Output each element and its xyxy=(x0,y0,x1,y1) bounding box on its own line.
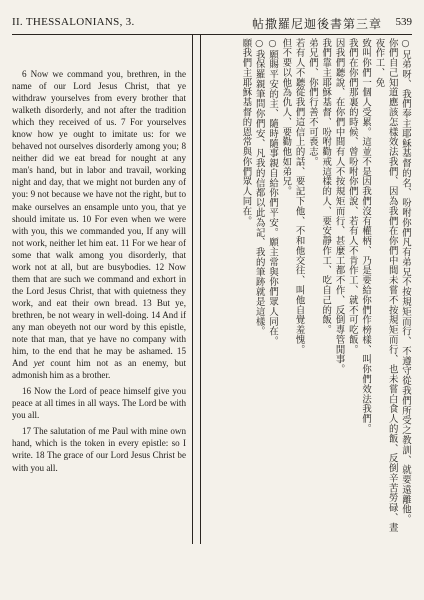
english-paragraph-verses-6-15: 6 Now we command you, brethren, in the name of our Lord Jesus Christ, that ye withdraw yourselves from every brother that walketh disorderly, and not after the tradition which they received of us. 7 For yourselves know how ye ought to imitate us: for we behaved not ourselves disorderly among you; 8 neither did we eat bread for nought at any man's hand, but in labor and travail, working night and day, that we might not burden any of you: 9 not because we have not the right, but to make ourselves an ensample unto you, that ye should imitate us. 10 For even when we were with you, this we commanded you, If any will not work, neither let him eat. 11 For we hear of some that walk among you disorderly, that work not at all, but are busybodies. 12 Now them that are such we command and exhort in the Lord Jesus Christ, that with quietness they work, and eat their own bread. 13 But ye, brethren, be not weary in well-doing. 14 And if any man obeyeth not our word by this epistle, note that man, that ye have no company with him, to the end that he may be ashamed. 15 And yet count him not as an enemy, but admonish him as a brother. xyxy=(12,69,187,381)
chinese-line: 但不要以他為仇人、要勸他如弟兄。 xyxy=(280,38,292,197)
chinese-line: ○我保羅親筆問你們安、凡我的信都以此為記、我的筆跡就是這樣。 xyxy=(253,38,265,337)
header-rule xyxy=(12,34,412,35)
english-text-column xyxy=(12,68,186,474)
column-divider-left xyxy=(192,34,193,544)
chinese-line: 若有人不聽從我們這信上的話、要記下他、不和他交往、叫他自覺羞愧。 xyxy=(293,38,305,355)
chinese-line: ○願賜平安的主、隨時隨事親自給你們平安。願主常與你們眾人同在。 xyxy=(267,38,279,347)
column-divider-right xyxy=(200,34,201,544)
chinese-line: 致叫你們一個人受累。這並不是因我們沒有權柄、乃是要給你們作榜樣、叫你們效法我們。 xyxy=(360,38,372,434)
chinese-chapter-heading: 帖撒羅尼迦後書第三章 xyxy=(252,17,383,31)
chinese-line: 因我們聽說、在你們中間有人不按規矩而行、甚麼工都不作、反倒專管閒事。 xyxy=(333,38,345,375)
chinese-line: 弟兄們、你們行善不可喪志。 xyxy=(306,38,318,167)
english-paragraph-verse-16: 16 Now the Lord of peace himself give you peace at all times in all ways. The Lord be with you all. xyxy=(12,386,186,421)
chinese-line: 你們自己知道應該怎樣效法我們、因為我們在你們中間未嘗不按規矩而行、也未嘗白食人的飯、反倒辛苦勞碌、晝夜作工、免 xyxy=(373,38,398,533)
page-header xyxy=(12,14,412,32)
chinese-line: ○兄弟呀、我們奉主耶穌基督的名、吩咐你們凡有弟兄不按規矩而行、不遵守從我們所受之教訓、就要遠離他。 xyxy=(400,38,411,525)
page-number: 539 xyxy=(395,16,412,28)
chinese-line: 我們靠主耶穌基督、吩咐勸戒這樣的人、要安靜作工、吃自己的飯。 xyxy=(320,38,332,335)
chinese-line: 願我們主耶穌基督的恩常與你們眾人同在。 xyxy=(240,38,252,226)
english-paragraph-verses-17-18: 17 The salutation of me Paul with mine own hand, which is the token in every epistle: so I write. 18 The grace of our Lord Jesus Christ be with you all. xyxy=(12,426,186,473)
chinese-text-column xyxy=(204,38,412,538)
chinese-line: 我們在你們那裏的時候、曾吩咐你們說、若有人不肯作工、就不可吃飯。 xyxy=(346,38,358,355)
book-chapter-heading: II. THESSALONIANS, 3. xyxy=(12,16,135,28)
